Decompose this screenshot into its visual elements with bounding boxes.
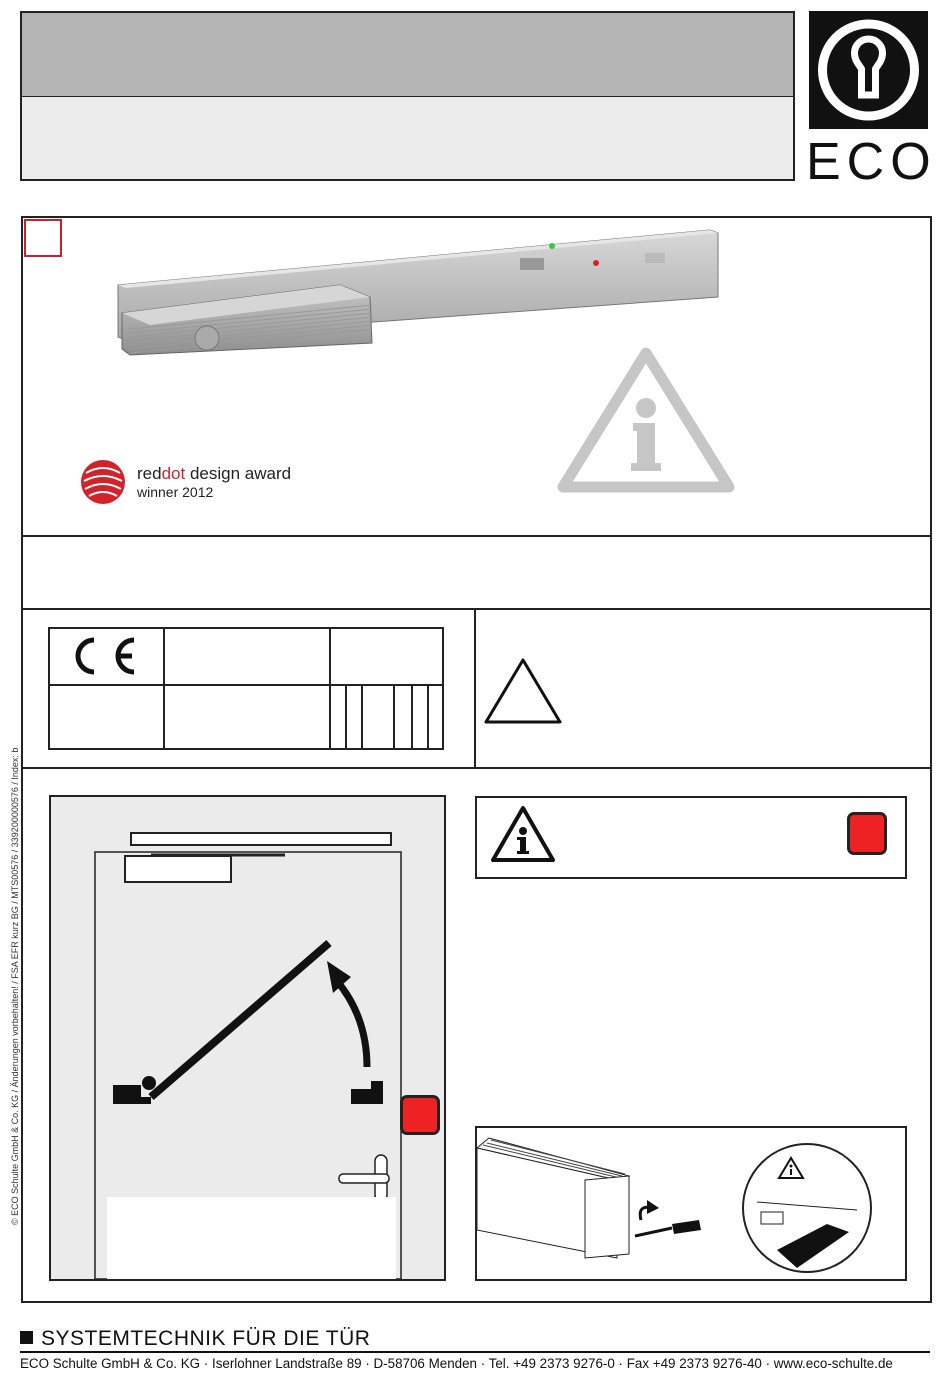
red-button-icon [400, 1095, 440, 1135]
side-legal-note: © ECO Schulte GmbH & Co. KG / Änderungen vorbehalten! / FSA EFR kurz BG / MTS00576 / 339200000576 / Index: b [10, 747, 20, 1225]
ce-mark-icon [78, 640, 134, 672]
page-marker-square [24, 219, 62, 257]
battery-access-diagram [475, 1126, 907, 1281]
footer-title: SYSTEMTECHNIK FÜR DIE TÜR [20, 1327, 370, 1351]
header-title-band [20, 11, 795, 98]
square-bullet-icon [20, 1331, 33, 1344]
eco-logo-text: ECO [806, 133, 937, 191]
award-year: winner 2012 [137, 484, 214, 500]
warning-triangle-icon [482, 656, 564, 731]
red-button-icon [847, 812, 887, 855]
award-title: reddot design award [137, 464, 292, 483]
eco-logo-mark [809, 11, 928, 129]
info-notice-box [475, 796, 907, 879]
reddot-award-icon [80, 459, 126, 510]
large-info-warning-icon [555, 345, 737, 500]
footer-divider [20, 1351, 930, 1353]
info-warning-icon [489, 804, 557, 864]
header-subtitle-band [20, 96, 795, 181]
divider [21, 535, 930, 537]
divider [474, 608, 476, 769]
ce-table [48, 627, 445, 756]
door-diagram-panel [49, 795, 446, 1281]
footer-address: ECO Schulte GmbH & Co. KG · Iserlohner Landstraße 89 · D-58706 Menden · Tel. +49 2373 9276-0 · Fax +49 2373 9276-40 · www.eco-schulte.de [20, 1356, 893, 1371]
